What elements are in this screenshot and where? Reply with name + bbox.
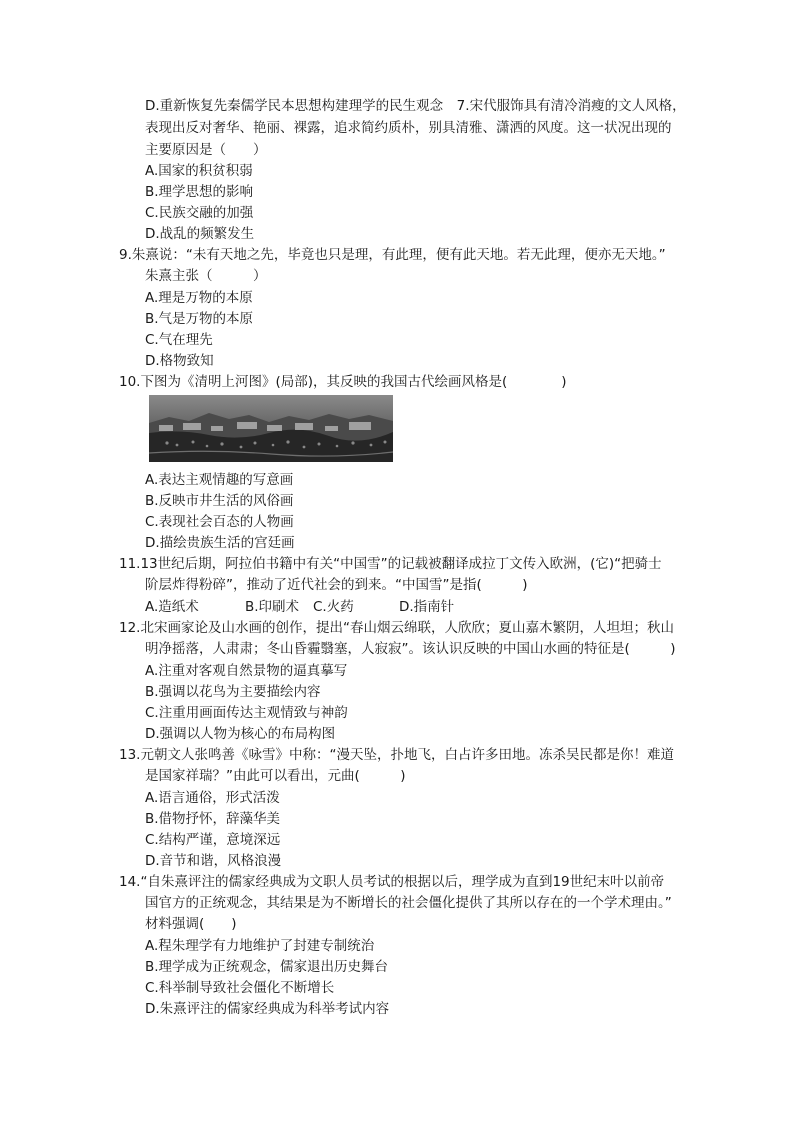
q12-option-a: A.注重对客观自然景物的逼真摹写	[145, 663, 348, 679]
q11-option-a: A.造纸术	[145, 599, 199, 615]
q14-stem-line3: 材料强调( )	[145, 916, 237, 932]
q11-option-c: C.火药	[313, 599, 354, 615]
q10-stem-line1: 10.下图为《清明上河图》(局部)，其反映的我国古代绘画风格是( )	[119, 374, 567, 390]
q14-option-b: B.理学成为正统观念，儒家退出历史舞台	[145, 959, 389, 975]
q9-option-c: C.气在理先	[145, 332, 213, 348]
q11-stem-line2: 阶层炸得粉碎”，推动了近代社会的到来。“中国雪”是指( )	[145, 577, 528, 593]
q13-option-b: B.借物抒怀，辞藻华美	[145, 811, 281, 827]
q13-option-a: A.语言通俗，形式活泼	[145, 790, 280, 806]
q9-stem-line2: 朱熹主张（ ）	[145, 268, 267, 284]
q13-option-c: C.结构严谨，意境深远	[145, 832, 281, 848]
q14-stem-line2: 国官方的正统观念，其结果是为不断增长的社会僵化提供了其所以存在的一个学术理由。”	[145, 895, 672, 911]
q14-option-c: C.科举制导致社会僵化不断增长	[145, 980, 335, 996]
q6-option-d-q7-stem: D.重新恢复先秦儒学民本思想构建理学的民生观念 7.宋代服饰具有清冷消瘦的文人风格，	[145, 98, 686, 114]
q7-option-d: D.战乱的频繁发生	[145, 226, 255, 242]
q11-option-b: B.印刷术	[245, 599, 300, 615]
q14-option-d: D.朱熹评注的儒家经典成为科举考试内容	[145, 1001, 390, 1017]
qingming-painting-image	[149, 395, 393, 462]
q11-options-row	[145, 597, 454, 617]
q10-option-b: B.反映市井生活的风俗画	[145, 493, 294, 509]
q9-option-d: D.格物致知	[145, 353, 214, 369]
q11-option-d: D.指南针	[399, 599, 455, 615]
q7-stem-line2: 表现出反对奢华、艳丽、裸露，追求简约质朴，别具清雅、潇洒的风度。这一状况出现的	[145, 120, 672, 136]
q12-option-b: B.强调以花鸟为主要描绘内容	[145, 684, 321, 700]
q12-stem-line1: 12.北宋画家论及山水画的创作，提出“春山烟云绵联，人欣欣；夏山嘉木繁阴，人坦坦；秋山	[119, 620, 674, 636]
q7-stem-line3: 主要原因是（ ）	[145, 142, 267, 158]
q12-option-c: C.注重用画面传达主观情致与神韵	[145, 705, 348, 721]
q13-option-d: D.音节和谐，风格浪漫	[145, 853, 282, 869]
q12-option-d: D.强调以人物为核心的布局构图	[145, 726, 336, 742]
q11-stem-line1: 11.13世纪后期，阿拉伯书籍中有关“中国雪”的记载被翻译成拉丁文传入欧洲，(它)“把骑士	[119, 556, 662, 572]
q9-option-b: B.气是万物的本原	[145, 311, 254, 327]
q14-stem-line1: 14.“自朱熹评注的儒家经典成为文职人员考试的根据以后，理学成为直到19世纪末叶以前帝	[119, 874, 665, 890]
q10-option-a: A.表达主观情趣的写意画	[145, 472, 294, 488]
q7-option-a: A.国家的积贫积弱	[145, 163, 253, 179]
q12-stem-line2: 明净摇落，人肃肃；冬山昏霾翳塞，人寂寂”。该认识反映的中国山水画的特征是( )	[145, 641, 676, 657]
q9-stem-line1: 9.朱熹说：“未有天地之先，毕竟也只是理，有此理，便有此天地。若无此理，便亦无天地。”	[119, 247, 666, 263]
q14-option-a: A.程朱理学有力地维护了封建专制统治	[145, 938, 375, 954]
painting-illustration	[149, 395, 393, 462]
q10-option-d: D.描绘贵族生活的宫廷画	[145, 535, 295, 551]
q7-option-c: C.民族交融的加强	[145, 205, 254, 221]
q13-stem-line2: 是国家祥瑞？”由此可以看出，元曲( )	[145, 768, 406, 784]
q7-option-b: B.理学思想的影响	[145, 184, 254, 200]
q13-stem-line1: 13.元朝文人张鸣善《咏雪》中称：“漫天坠，扑地飞，白占许多田地。冻杀吴民都是你！难道	[119, 747, 674, 763]
q10-option-c: C.表现社会百态的人物画	[145, 514, 294, 530]
q9-option-a: A.理是万物的本原	[145, 290, 253, 306]
